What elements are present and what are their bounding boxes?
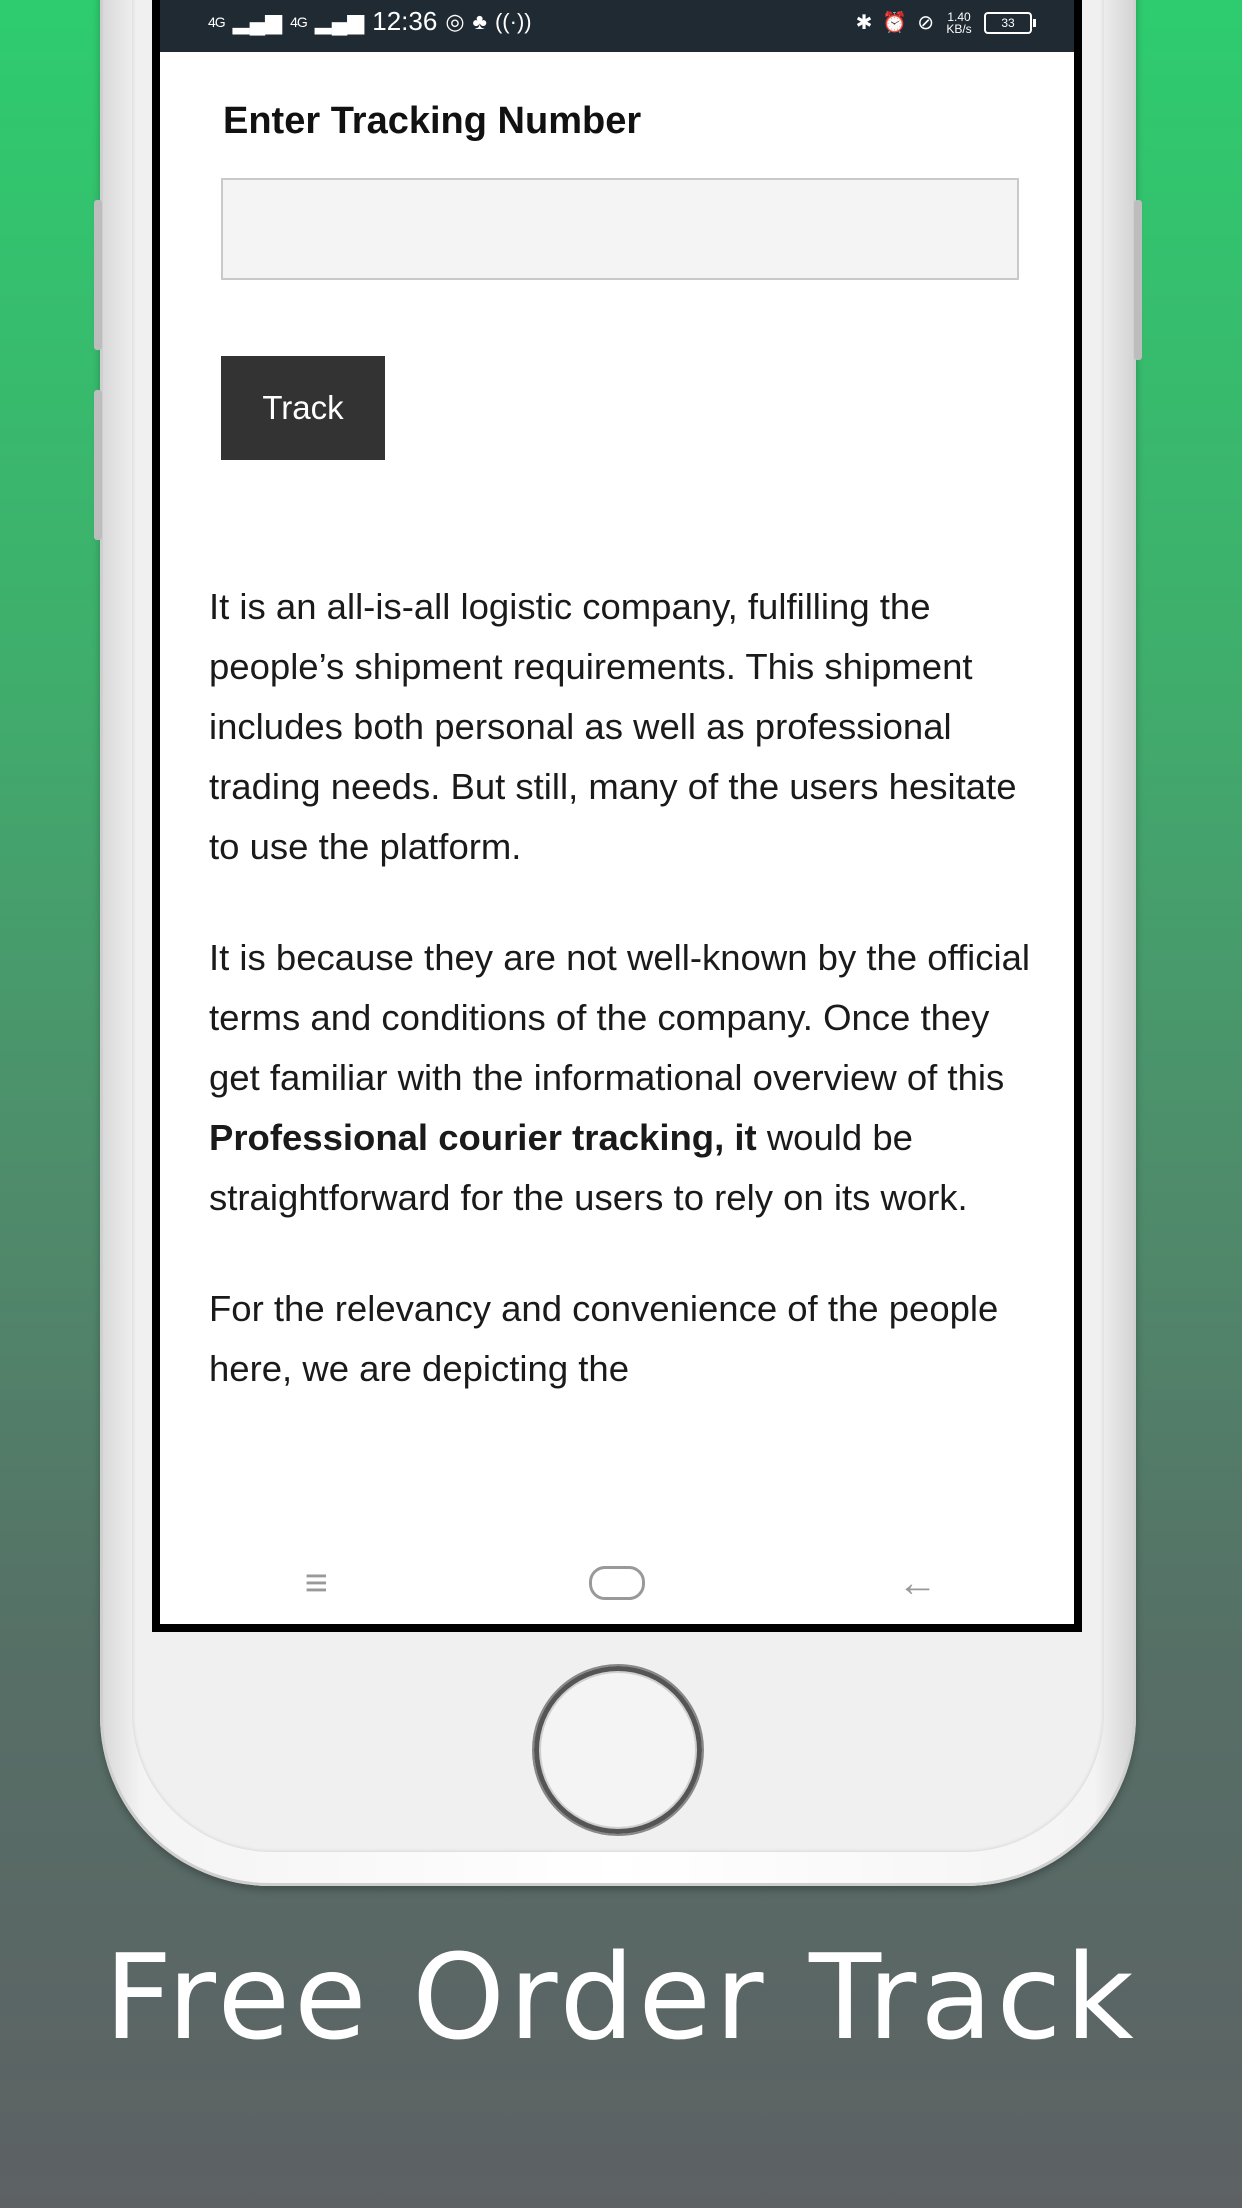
bluetooth-icon: ✱ <box>855 12 873 34</box>
snapchat-icon: ♣ <box>472 8 487 34</box>
tracking-number-input[interactable] <box>221 178 1019 280</box>
track-button[interactable]: Track <box>221 356 385 460</box>
article-text-span: It is because they are not well-known by the official terms and conditions of the company. Once they get familiar with the informational overview of this <box>209 937 1031 1098</box>
tracking-number-label: Enter Tracking Number <box>223 100 642 142</box>
signal-indicator: 4G <box>208 13 225 30</box>
menu-icon[interactable]: ≡ <box>304 1560 328 1605</box>
signal-indicator: 4G <box>290 13 307 30</box>
status-bar <box>160 0 1074 52</box>
home-button[interactable] <box>532 1664 704 1836</box>
article-paragraph: For the relevancy and convenience of the people here, we are depicting the <box>209 1288 999 1389</box>
network-speed: 1.40 KB/s <box>946 9 972 36</box>
mute-icon: ⊘ <box>917 12 934 34</box>
status-time: 12:36 <box>372 6 438 36</box>
article-bold-text: Professional courier tracking, it <box>209 1117 757 1158</box>
back-icon[interactable]: ← <box>897 1560 938 1605</box>
home-icon[interactable] <box>589 1566 645 1600</box>
article-text <box>209 577 1039 1450</box>
alarm-icon: ⏰ <box>882 12 908 34</box>
signal-bars-icon: ▂▄▆ <box>314 8 365 34</box>
whatsapp-icon: ◎ <box>445 8 465 34</box>
promo-headline: Free Order Track <box>104 1928 1138 2066</box>
side-button <box>94 200 102 350</box>
side-button <box>1134 200 1142 360</box>
side-button <box>94 390 102 540</box>
hotspot-icon: ((·)) <box>494 8 532 34</box>
phone-screen <box>152 0 1082 1632</box>
page-content <box>160 52 1074 1624</box>
article-text-span: would be straightforward for the users to rely on its work. <box>209 1117 968 1218</box>
battery-icon: 33 <box>984 12 1032 34</box>
article-paragraph: It is an all-is-all logistic company, fulfilling the people’s shipment requirements. This shipment includes both personal as well as professional trading needs. But still, many of the users hesitate to use the platform. <box>209 586 1017 867</box>
android-nav-bar <box>160 1542 1074 1624</box>
signal-bars-icon: ▂▄▆ <box>232 8 283 34</box>
article-paragraph <box>209 928 1039 1228</box>
